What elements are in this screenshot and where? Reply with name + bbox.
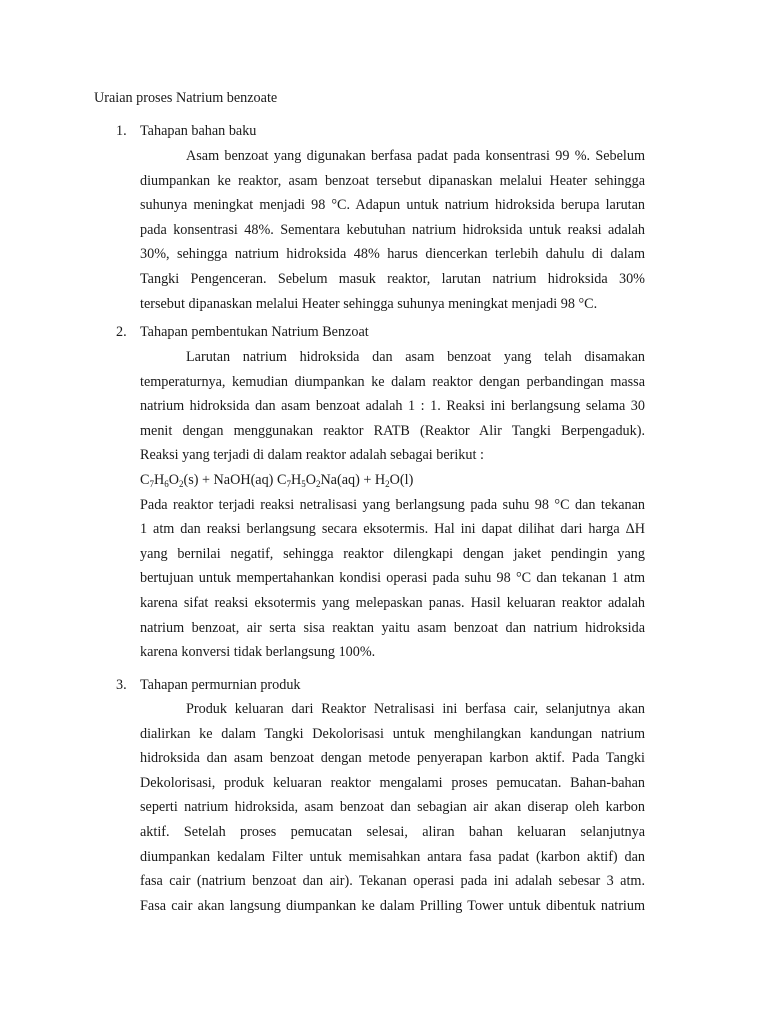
paragraph-line: Asam benzoat yang digunakan berfasa padat pada konsentrasi 99 %. Sebelum — [186, 148, 645, 164]
paragraph-line: tersebut dipanaskan melalui Heater sehingga suhunya meningkat menjadi 98 °C. — [140, 295, 598, 312]
paragraph-line: karena sifat reaksi eksotermis yang melepaskan panas. Hasil keluaran reaktor adalah — [140, 594, 645, 611]
section-3-number: 3. — [116, 677, 127, 693]
paragraph-line: suhunya meningkat menjadi 98 °C. Adapun untuk natrium hidroksida berupa larutan — [140, 197, 645, 214]
paragraph-line: pada konsentrasi 48%. Sementara kebutuhan natrium hidroksida untuk reaksi adalah — [140, 221, 645, 238]
paragraph-line: Reaksi yang terjadi di dalam reaktor adalah sebagai berikut : — [140, 447, 484, 464]
section-1-title: Tahapan bahan baku — [140, 123, 257, 139]
section-2-heading — [116, 323, 369, 341]
paragraph-line: 1 atm dan reaksi berlangsung secara eksotermis. Hal ini dapat dilihat dari harga ΔH — [140, 521, 645, 538]
paragraph-line: hidroksida dan asam benzoat dengan metode penyerapan karbon aktif. Pada Tangki — [140, 750, 645, 767]
document-title: Uraian proses Natrium benzoate — [94, 90, 278, 106]
section-3-heading — [116, 676, 301, 694]
paragraph-line: yang bernilai negatif, sehingga reaktor dilengkapi dengan jaket pendingin yang — [140, 545, 645, 562]
paragraph-line: Fasa cair akan langsung diumpankan ke dalam Prilling Tower untuk dibentuk natrium — [140, 897, 645, 914]
section-2-title: Tahapan pembentukan Natrium Benzoat — [140, 324, 369, 340]
paragraph-line: Pada reaktor terjadi reaksi netralisasi yang berlangsung pada suhu 98 °C dan tekanan — [140, 496, 645, 513]
paragraph-line: diumpankan ke reaktor, asam benzoat tersebut dipanaskan melalui Heater sehingga — [140, 172, 645, 189]
section-1-paragraph — [140, 144, 645, 316]
paragraph-line: Dekolorisasi, produk keluaran reaktor mengalami proses pemucatan. Bahan-bahan — [140, 774, 645, 791]
paragraph-line: aktif. Setelah proses pemucatan selesai, aliran bahan keluaran selanjutnya — [140, 823, 645, 840]
section-3-paragraph — [140, 697, 645, 918]
paragraph-line: Larutan natrium hidroksida dan asam benzoat yang telah disamakan — [186, 349, 645, 365]
section-2-paragraph — [140, 345, 645, 665]
reaction-equation: $C_7H_6O_2(s)$ + NaOH(aq) $C_7H_5O_2Na(aq) + H_2O(l)$ — [140, 471, 414, 489]
paragraph-line: 30%, sehingga natrium hidroksida 48% harus diencerkan terlebih dahulu di dalam — [140, 246, 645, 263]
section-3-title: Tahapan permurnian produk — [140, 677, 301, 693]
section-2-number: 2. — [116, 324, 127, 340]
paragraph-line: diumpankan kedalam Filter untuk memisahkan antara fasa padat (karbon aktif) dan — [140, 848, 645, 865]
section-1-heading — [116, 122, 256, 140]
paragraph-line: natrium benzoat, air serta sisa reaktan yaitu asam benzoat dan natrium hidroksida — [140, 619, 645, 636]
paragraph-line: Tangki Pengenceran. Sebelum masuk reaktor, larutan natrium hidroksida 30% — [140, 270, 645, 287]
paragraph-line: fasa cair (natrium benzoat dan air). Tekanan operasi pada ini adalah sebesar 3 atm. — [140, 873, 645, 890]
paragraph-line: dialirkan ke dalam Tangki Dekolorisasi untuk menghilangkan kandungan natrium — [140, 725, 645, 742]
paragraph-line: natrium hidroksida dan asam benzoat adalah 1 : 1. Reaksi ini berlangsung selama 30 — [140, 398, 645, 415]
paragraph-line: karena konversi tidak berlangsung 100%. — [140, 644, 376, 661]
section-1-number: 1. — [116, 123, 127, 139]
paragraph-line: Produk keluaran dari Reaktor Netralisasi ini berfasa cair, selanjutnya akan — [186, 701, 645, 717]
paragraph-line: menit dengan menggunakan reaktor RATB (Reaktor Alir Tangki Berpengaduk). — [140, 422, 645, 439]
paragraph-line: temperaturnya, kemudian diumpankan ke dalam reaktor dengan perbandingan massa — [140, 373, 645, 390]
paragraph-line: seperti natrium hidroksida, asam benzoat dan sebagian air akan diserap oleh karbon — [140, 799, 645, 816]
paragraph-line: bertujuan untuk mempertahankan kondisi operasi pada suhu 98 °C dan tekanan 1 atm — [140, 570, 645, 587]
